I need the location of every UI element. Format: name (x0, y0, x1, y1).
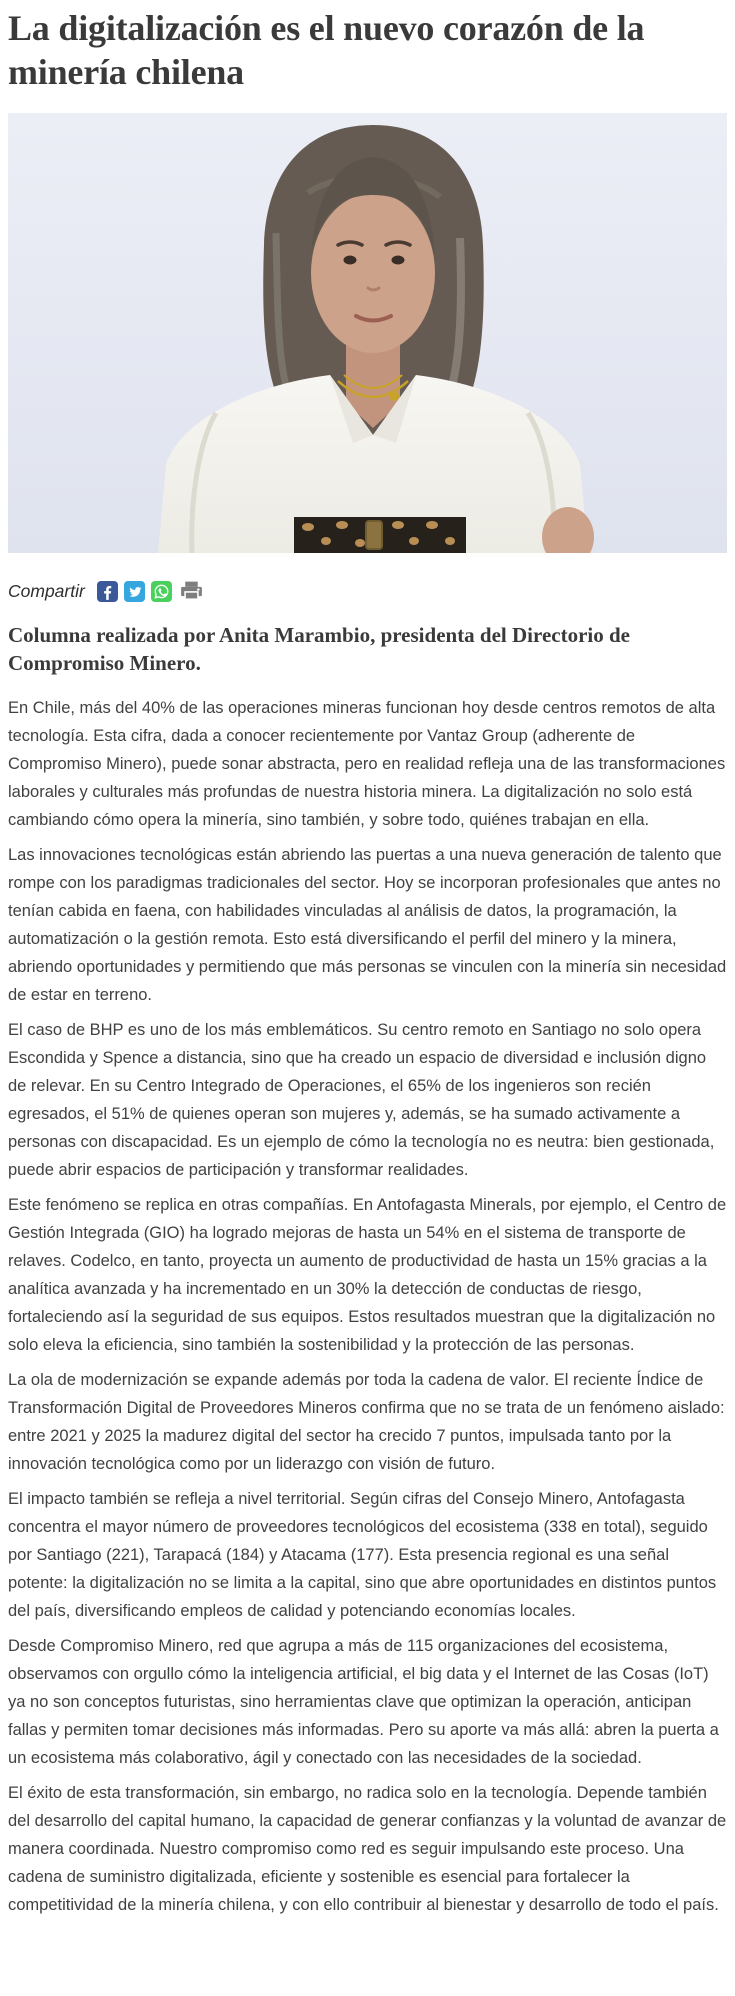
share-label: Compartir (8, 580, 85, 601)
print-button[interactable] (178, 578, 205, 605)
portrait-belt (294, 517, 466, 553)
article-byline: Columna realizada por Anita Marambio, presidenta del Directorio de Compromiso Minero. (8, 623, 631, 675)
paragraph-1: En Chile, más del 40% de las operaciones mineras funcionan hoy desde centros remotos de alta tecnología. Esta cifra, dada a conocer recientemente por Vantaz Group (adherente de Compromiso Minero), puede sonar abstracta, pero en realidad refleja una de las transformaciones laborales y culturales más profundas de nuestra historia minera. La digitalización no solo está cambiando cómo opera la minería, sino también, y sobre todo, quiénes trabajan en ella. (8, 699, 726, 829)
whatsapp-icon (151, 581, 172, 602)
article-body (8, 694, 727, 1919)
share-row (8, 578, 727, 604)
article-page (0, 6, 735, 1919)
facebook-icon (97, 581, 118, 602)
paragraph-4: Este fenómeno se replica en otras compañías. En Antofagasta Minerals, por ejemplo, el Centro de Gestión Integrada (GIO) ha logrado mejoras de hasta un 54% en el sistema de transporte de relaves. Codelco, en tanto, proyecta un aumento de productividad de hasta un 15% gracias a la analítica avanzada y ha incrementado en un 30% la detección de conductas de riesgo, fortaleciendo así la seguridad de sus equipos. Estos resultados muestran que la digitalización no solo eleva la eficiencia, sino también la sostenibilidad y la protección de las personas. (8, 1196, 727, 1354)
page-title: La digitalización es el nuevo corazón de la minería chilena (8, 8, 645, 92)
paragraph-3: El caso de BHP es uno de los más emblemáticos. Su centro remoto en Santiago no solo opera Escondida y Spence a distancia, sino que ha creado un espacio de diversidad e inclusión digno de relevar. En su Centro Integrado de Operaciones, el 65% de los ingenieros son recién egresados, el 51% de quienes operan son mujeres y, además, se ha sumado activamente a personas con discapacidad. Es un ejemplo de cómo la tecnología no es neutra: bien gestionada, puede abrir espacios de participación y transformar realidades. (8, 1021, 715, 1179)
twitter-icon (124, 581, 145, 602)
portrait-illustration (8, 113, 727, 553)
printer-icon (178, 578, 205, 605)
portrait-face (311, 193, 435, 353)
article-photo (8, 113, 727, 553)
paragraph-6: El impacto también se refleja a nivel territorial. Según cifras del Consejo Minero, Antofagasta concentra el mayor número de proveedores tecnológicos del ecosistema (338 en total), seguido por Santiago (221), Tarapacá (184) y Atacama (177). Esta presencia regional es una señal potente: la digitalización no se limita a la capital, sino que abre oportunidades en distintos puntos del país, diversificando empleos de calidad y potenciando economías locales. (8, 1490, 717, 1620)
twitter-share-button[interactable] (124, 581, 145, 602)
paragraph-5: La ola de modernización se expande además por toda la cadena de valor. El reciente Índice de Transformación Digital de Proveedores Mineros confirma que no se trata de un fenómeno aislado: entre 2021 y 2025 la madurez digital del sector ha crecido 7 puntos, impulsada tanto por la innovación tecnológica como por un liderazgo con visión de futuro. (8, 1371, 725, 1473)
paragraph-8: El éxito de esta transformación, sin embargo, no radica solo en la tecnología. Depende también del desarrollo del capital humano, la capacidad de generar confianzas y la voluntad de avanzar de manera coordinada. Nuestro compromiso como red es seguir impulsando este proceso. Una cadena de suministro digitalizada, eficiente y sostenible es esencial para fortalecer la competitividad de la minería chilena, y con ello contribuir al bienestar y desarrollo de todo el país. (8, 1784, 727, 1914)
paragraph-7: Desde Compromiso Minero, red que agrupa a más de 115 organizaciones del ecosistema, observamos con orgullo cómo la inteligencia artificial, el big data y el Internet de las Cosas (IoT) ya no son conceptos futuristas, sino herramientas clave que optimizan la operación, anticipan fallas y permiten tomar decisiones más informadas. Pero su aporte va más allá: abren la puerta a un ecosistema más colaborativo, ágil y conectado con las necesidades de la sociedad. (8, 1637, 719, 1767)
facebook-share-button[interactable] (97, 581, 118, 602)
whatsapp-share-button[interactable] (151, 581, 172, 602)
paragraph-2: Las innovaciones tecnológicas están abriendo las puertas a una nueva generación de talento que rompe con los paradigmas tradicionales del sector. Hoy se incorporan profesionales que antes no tenían cabida en faena, con habilidades vinculadas al análisis de datos, la programación, la automatización o la gestión remota. Esto está diversificando el perfil del minero y la minera, abriendo oportunidades y permitiendo que más personas se vinculen con la minería sin necesidad de estar en terreno. (8, 846, 727, 1004)
